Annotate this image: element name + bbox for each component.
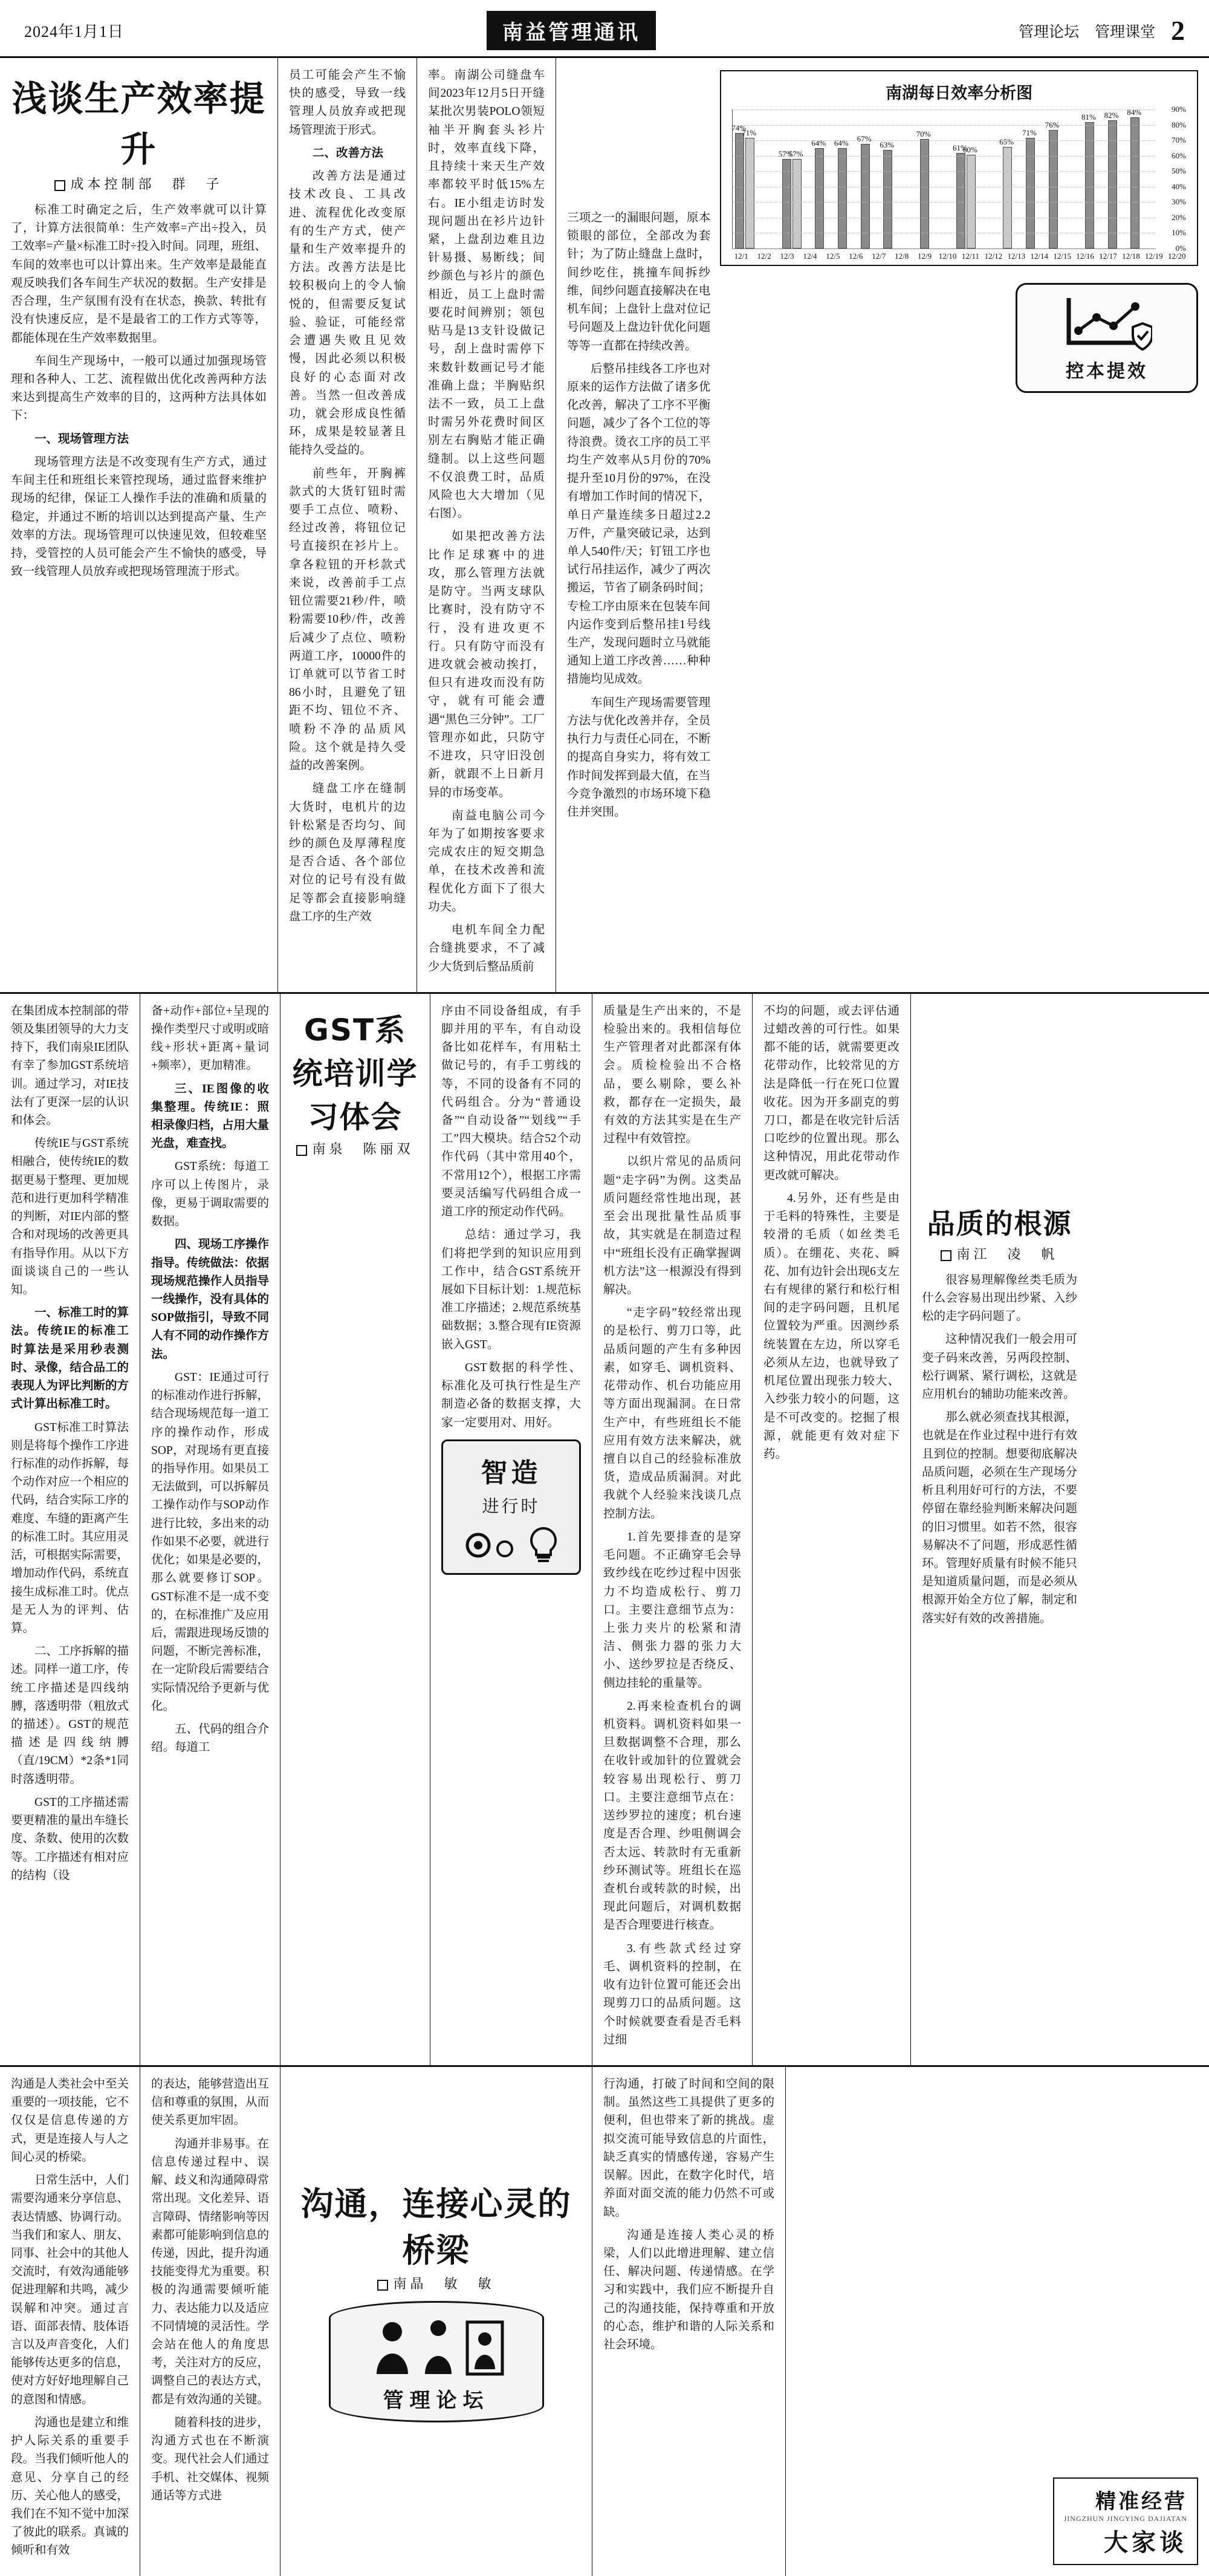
byline-marker-icon <box>377 2280 388 2291</box>
gear-bulb-icon <box>453 1521 574 1563</box>
paragraph: 很容易理解像丝类毛质为什么会容易出现出纱紧、入纱松的走字码问题了。 <box>922 1273 1077 1323</box>
chart-gridline <box>733 248 1156 249</box>
footer-stamp-col <box>786 2067 1209 2576</box>
stamp-label: 控本提效 <box>1066 361 1148 382</box>
article4-col1 <box>0 2067 140 2576</box>
chart-x-axis-labels <box>732 251 1186 261</box>
chart-x-tick: 12/1 <box>734 251 748 261</box>
paragraph: 三项之一的漏眼问题，原本锁眼的部位，全部改为套针；为了防止缝盘上盘时，间纱吃住，挑撞车间拆纱维，间纱问题直接解决在电机车间；上盘针上盘对位记号问题及上盘边针优化问题等等一直都在持续改善。 <box>567 212 711 352</box>
chart-bar <box>956 153 965 248</box>
paragraph: 日常生活中，人们需要沟通来分享信息、表达情感、协调行动。当我们和家人、朋友、同事、社会中的其他人交流时，有效沟通能够促进理解和共鸣，减少误解和冲突。通过言语、面部表情、肢体语言以及声音变化，人们能够传达更多的信息，使对方好好地理解自己的意图和情感。 <box>11 2174 129 2406</box>
chart-bar-group <box>731 123 757 248</box>
chart-value-label: 57% <box>778 149 793 159</box>
chart-value-label: 64% <box>811 138 826 148</box>
chart-x-tick: 12/17 <box>1099 251 1117 261</box>
efficiency-chart <box>720 70 1198 266</box>
article1-col3 <box>417 58 556 992</box>
article2-byline <box>291 1139 419 1158</box>
chart-bar-group <box>1127 108 1142 248</box>
byline-marker-icon <box>296 1145 307 1156</box>
paragraph: GST数据的科学性、标准化及可执行性是生产制造必备的数据支撑，大家一定要用对、用好。 <box>441 1361 581 1429</box>
chart-value-label: 81% <box>1081 112 1096 122</box>
paragraph: 1.首先要排查的是穿毛问题。不正确穿毛会导致纱线在吃纱过程中因张力不均造成松行、剪刀口。主要注意细节点为：上张力夹片的松紧和清洁、侧张力器的张力大小、送纱罗拉是否绕反、侧边挂轮的重量等。 <box>603 1530 741 1690</box>
chart-x-tick: 12/8 <box>895 251 909 261</box>
paragraph: 质量是生产出来的，不是检验出来的。我相信每位生产管理者对此都深有体会。质检检验出不合格品，要么剔除，要么补救，都存在一定损失，最有效的方法其实是在生产过程中有效管控。 <box>603 1004 741 1146</box>
paragraph: 以织片常见的品质问题“走字码”为例。这类品质问题经常性地出现，甚至会出现批量性品质事故，其实就是在制造过程中“班组长没有正确掌握调机方法”这一根源没有得到解决。 <box>603 1155 741 1296</box>
article4-headline-col <box>280 2067 592 2576</box>
article2-col3 <box>430 994 592 2065</box>
chart-value-label: 84% <box>1127 108 1142 117</box>
paragraph: 南益电脑公司今年为了如期按客要求完成农庄的短交期急单，在技术改善和流程优化方面下了很大功夫。 <box>428 809 545 913</box>
paragraph: 随着科技的进步，沟通方式也在不断演变。现代社会人们通过手机、社交媒体、视频通话等方式进 <box>151 2416 270 2502</box>
chart-title: 南湖每日效率分析图 <box>886 84 1033 102</box>
article2-title: GST系统培训学习体会 <box>292 1012 418 1135</box>
subheading: 四、现场工序操作指导。传统做法：依据现场规范操作人员指导一线操作，没有具体的SOP做指引，导致不同人有不同的动作操作方法。 <box>151 1238 270 1361</box>
article2-col1 <box>0 994 140 2065</box>
paragraph: 员工可能会产生不愉快的感受，导致一线管理人员放弃或把现场管理流于形式。 <box>289 69 406 137</box>
chart-y-tick: 30% <box>1172 197 1186 207</box>
article1-col2 <box>278 58 417 992</box>
chart-x-tick: 12/18 <box>1122 251 1140 261</box>
paragraph: 不均的问题，或去评估通过蜡改善的可行性。如果都不能的话，就需要更改花带动作，比较常见的方法是降低一行在死口位置收花。因为开多副克的剪刀口，都是在收完针后活口吃纱的位置出现。那么这种情况，用此花带动作更改就可解决。 <box>763 1004 899 1182</box>
article4-title: 沟通，连接心灵的桥梁 <box>300 2184 572 2269</box>
chart-value-label: 82% <box>1104 111 1119 120</box>
band-top <box>0 58 1209 994</box>
section-label-1: 管理论坛 <box>1018 24 1079 41</box>
band-middle <box>0 994 1209 2067</box>
chart-gridline <box>733 109 1156 110</box>
article1-byline-text: 成本控制部 群 子 <box>70 177 223 192</box>
article3-col1 <box>592 994 753 2065</box>
paragraph: 2.再来检查机台的调机资料。调机资料如果一旦数据调整不合理，那么在收针或加针的位置就会较容易出现松行、剪刀口。主要注意细节点在：送纱罗拉的速度；机台速度是否合理、纱咀侧调会否太远、转款时有无重新纱环测试等。班组长在巡查机台或转款的时候，出现此问题后，对调机数据是否合理要进行核查。 <box>603 1699 741 1932</box>
paragraph: GST：IE通过可行的标准动作进行拆解，结合现场规范每一道工序的操作动作，形成SOP，对现场有更直接的指导作用。如果员工无法做到，可以拆解员工操作动作与SOP动作进行比较，多出来的动作如果不必要，就进行优化；如果是必要的，那么就要修订SOP。GST标准不是一成不变的，在标准推广及应用后，需跟进现场反馈的问题，不断完善标准，在一定阶段后需要结合实际情况给予更新与优化。 <box>151 1371 270 1713</box>
chart-x-tick: 12/5 <box>826 251 840 261</box>
publication-date: 2024年1月1日 <box>24 23 125 41</box>
chart-value-label: 76% <box>1045 120 1060 129</box>
paragraph: GST系统：每道工序可以上传图片，录像，更易于调取需要的数据。 <box>151 1160 270 1228</box>
article4-byline <box>291 2274 581 2292</box>
chart-bar <box>1049 130 1058 248</box>
chart-value-label: 67% <box>857 134 872 143</box>
band-bottom <box>0 2067 1209 2576</box>
paragraph: 前些年，开胸裤款式的大货钉钮时需要手工点位、喷粉、经过改善，将钮位记号直接织在衫片上。拿各粒钮的开杉款式来说，改善前手工点钮位需要21秒/件，喷粉需要10秒/件，改善后减少了点位、喷粉两道工序，10000件的订单就可以节省工时86小时，且避免了钮距不均、钮位不齐、喷粉不净的品质风险。这个就是持久受益的改善案例。 <box>289 467 406 773</box>
chart-x-tick: 12/15 <box>1053 251 1071 261</box>
chart-value-label: 71% <box>742 128 757 137</box>
stamp-wrap <box>720 274 1198 397</box>
article2-byline-text: 南泉 陈丽双 <box>312 1141 414 1157</box>
article1-byline <box>11 174 267 193</box>
chart-x-tick: 12/10 <box>938 251 957 261</box>
article3-col3 <box>911 994 1088 2065</box>
paragraph: 五、代码的组合介绍。每道工 <box>151 1723 270 1754</box>
chart-x-tick: 12/9 <box>918 251 932 261</box>
chart-value-label: 71% <box>1022 128 1037 137</box>
paragraph: 二、工序拆解的描述。同样一道工序，传统工序描述是四线纳膊，落透明带（粗放式的描述）。GST的规范描述是四线纳膊（直/19CM）*2条*1同时落透明带。 <box>11 1645 129 1786</box>
chart-bar <box>745 138 754 248</box>
paragraph: 备+动作+部位+呈现的操作类型尺寸或明或暗线+形状+距离+量词+频率），更加精准。 <box>151 1004 270 1072</box>
chart-x-tick: 12/7 <box>872 251 886 261</box>
guanli-luntan-stamp <box>329 2301 544 2422</box>
paragraph: 标准工时确定之后，生产效率就可以计算了，计算方法很简单：生产效率=产出÷投入，员工效率=产量×标准工时÷投入时间。同理，班组、车间的效率也可以计算出来。生产效率是最能直观反映我们各车间生产状况的数据。生产安排是否合理，生产氛围有没有在状态，换款、转批有没有快速反应，是不是最省工的工作方式等等，都能体现在生产效率数据里。 <box>11 204 267 345</box>
chart-y-tick: 70% <box>1172 135 1186 145</box>
article4-col3 <box>592 2067 786 2576</box>
paragraph: 如果把改善方法比作足球赛中的进攻，那么管理方法就是防守。当两支球队比赛时，没有防守不行，没有进攻更不行。只有防守而没有进攻就会被动挨打，但只有进攻而没有防守，就有可能会遭遇“黑色三分钟”。工厂管理亦如此，只防守不进攻，只守旧没创新，就跟不上日新月异的市场变革。 <box>428 530 545 799</box>
chart-plot-area <box>731 105 1186 253</box>
paragraph: 序由不同设备组成，有手脚并用的平车，有自动设备比如花样车，有用粘土做记号的，有手工剪线的等，不同的设备有不同的代码组合。分为“普通设备”“自动设备”“划线”“手工”四大模块。结合52个动作代码（其中常用40个，不常用12个），根据工序需要灵活编写代码组合成一道工序的预定动作代码。 <box>441 1004 581 1219</box>
chart-line-icon <box>1062 293 1152 351</box>
chart-gridline <box>733 171 1156 172</box>
paragraph: 沟通并非易事。在信息传递过程中、误解、歧义和沟通障碍常常出现。文化差异、语言障碍、情绪影响等因素都可能影响到信息的传递，因此，提升沟通技能变得尤为重要。积极的沟通需要倾听能力、表达能力以及适应不同情境的灵活性。学会站在他人的角度思考，关注对方的反应，调整自己的表达方式，都是有效沟通的关键。 <box>151 2137 270 2406</box>
stamp-label: 管理论坛 <box>383 2388 490 2413</box>
paragraph: 传统IE与GST系统相融合，使传统IE的数据更易于整理、更加规范和进行更加科学精准的判断，对IE内部的整合和对现场的改善更具有指导作用。从以下方面谈谈自己的一些认知。 <box>11 1137 129 1296</box>
footer-stamp-line2: JINGZHUN JINGYING DAJIATAN <box>1063 2514 1187 2523</box>
article4-col2 <box>140 2067 280 2576</box>
chart-value-label: 65% <box>999 137 1014 146</box>
chart-x-tick: 12/3 <box>780 251 794 261</box>
paragraph: 沟通是人类社会中至关重要的一项技能，它不仅仅是信息传递的方式，更是连接人与人之间心灵的桥梁。 <box>11 2077 129 2164</box>
chart-y-tick: 90% <box>1172 105 1186 114</box>
chart-x-tick: 12/14 <box>1030 251 1049 261</box>
subheading: 三、IE图像的收集整理。传统IE：照相录像归档，占用大量光盘，难查找。 <box>151 1082 270 1150</box>
paragraph: 总结：通过学习，我们将把学到的知识应用到工作中，结合GST系统开展如下目标计划：1.规范标准工序描述；2.规范系统基础数据；3.整合现有IE资源嵌入GST。 <box>441 1228 581 1351</box>
stamp-big-label: 智造 <box>481 1457 542 1488</box>
chart-bar-group <box>1022 128 1037 248</box>
paragraph: GST标准工时算法则是将每个操作工序进行标准的动作拆解，每个动作对应一个相应的代码，结合实际工序的难度、车缝的距离产生的标准工时。其应用灵活，可根据实际需要，增加动作代码，系统直接生成标准工时。优点是无人为的评判、估算。 <box>11 1421 129 1635</box>
article3-title: 品质的根源 <box>927 1207 1072 1240</box>
paragraph: 后整吊挂线各工序也对原来的运作方法做了诸多优化改善，解决了工序不平衡问题，减少了各个工位的等待浪费。烫衣工序的员工平均生产效率从5月份的70%提升至10月份的97%，在没有增加工作时间的情况下，单日产量连续多日超过2.2万件，产量突破记录，达到单人540件/天；钉钮工序也试行吊挂运作，减少了两次搬运，节省了刷条码时间；专检工序由原来在包装车间内运作变到后整吊挂1号线生产，发现问题时立马就能通知上道工序改善……种种措施均见成效。 <box>567 362 711 686</box>
paragraph: 的表达，能够营造出互信和尊重的氛围，从而使关系更加牢固。 <box>151 2077 270 2127</box>
chart-value-label: 70% <box>916 129 931 139</box>
paragraph: 沟通也是建立和维护人际关系的重要手段。当我们倾听他人的意见、分享自己的经历、关心他人的感受，我们在不知不觉中加深了彼此的联系。真诚的倾听和有效 <box>11 2416 129 2557</box>
chart-gridline <box>733 202 1156 203</box>
page-number: 2 <box>1170 15 1185 46</box>
chart-bar-group <box>952 143 977 248</box>
chart-y-tick: 40% <box>1172 181 1186 191</box>
chart-bar <box>792 159 802 248</box>
article3-byline <box>922 1244 1077 1263</box>
subheading: 一、现场管理方法 <box>34 432 129 446</box>
paragraph: 沟通是连接人类心灵的桥梁，人们以此增进理解、建立信任、解决问题、传递情感。在学习和实践中，我们应不断提升自己的沟通技能，保持尊重和开放的心态，维护和谐的人际关系和社会环境。 <box>603 2228 774 2352</box>
masthead <box>0 0 1209 58</box>
paragraph: 在集团成本控制部的带领及集团领导的大力支持下，我们南泉IE团队有幸了参加GST系统培训。通过学习，对IE技法有了更深一层的认识和体会。 <box>11 1004 129 1127</box>
section-label-2: 管理课堂 <box>1094 24 1155 41</box>
chart-x-tick: 12/13 <box>1007 251 1026 261</box>
chart-x-tick: 12/16 <box>1076 251 1094 261</box>
footer-stamp-line1: 精准经营 <box>1095 2490 1187 2513</box>
article2-col2 <box>140 994 280 2065</box>
article1-col1 <box>0 58 278 992</box>
chart-bar-group <box>1081 112 1096 248</box>
chart-bar <box>1085 122 1094 248</box>
chart-x-tick: 12/19 <box>1145 251 1163 261</box>
subheading: 二、改善方法 <box>313 146 384 160</box>
chart-bar <box>967 155 976 248</box>
article4-byline-text: 南晶 敏 敏 <box>393 2276 495 2291</box>
article2-headline-col <box>280 994 430 2065</box>
kongben-tixiao-stamp <box>1016 283 1198 393</box>
paragraph: 率。南湖公司缝盘车间2023年12月5日开缝某批次男装POLO领短袖半开胸套头衫片时，效率直线下降，且持续十来天生产效率都较平时低15%左右。IE小组走访时发现问题出在衫片边针紧，上盘刮边难且边针易摄、易断线；间纱颜色与衫片的颜色相近，员工上盘时需要花时间辨别；领包贴马是13支针设做记号，刮上盘时需停下来数针数画记号才能准确上盘；半胸贴织法不一致，员工上盘时需另外花费时间区别左右胸贴才能正确缝制。以上这些问题不仅浪费工时，品质风险也大大增加（见右图）。 <box>428 69 545 521</box>
stamp-small-label: 进行时 <box>482 1497 540 1516</box>
chart-y-tick: 0% <box>1175 244 1186 253</box>
paragraph: 那么就必须查找其根源，也就是在作业过程中进行有效且到位的控制。想要彻底解决品质问题，必须在生产现场分析且利用好可行的方法，不要停留在靠经验判断来解决问题的旧习惯里。如若不然，很容易解决不了问题，形成恶性循环。管理好质量有时候不能只是知道质量问题，而是必须从根源开始全方位了解，制定和落实好有效的改善措施。 <box>922 1411 1077 1625</box>
paragraph: 电机车间全力配合缝挑要求，不了减少大货到后整品质前 <box>428 924 545 973</box>
chart-y-tick: 10% <box>1172 228 1186 238</box>
chart-x-tick: 12/6 <box>849 251 863 261</box>
article1-title: 浅谈生产效率提升 <box>11 78 266 170</box>
chart-y-tick: 20% <box>1172 212 1186 222</box>
people-discussion-icon <box>361 2314 512 2380</box>
chart-y-tick: 80% <box>1172 120 1186 129</box>
chart-gridline <box>733 125 1156 126</box>
paragraph: “走字码”较经常出现的是松行、剪刀口等，此品质问题的产生有多种因素，如穿毛、调机资料、花带动作、机台功能应用等方面出现漏洞。在日常生产中，有些班组长不能应用有效方法来解决，就擅自以自己的经验标准放货，造成品质漏洞。对此我就个人经验来浅谈几点控制方法。 <box>603 1306 741 1520</box>
paragraph: 现场管理方法是不改变现有生产方式，通过车间主任和班组长来管控现场，通过监督来维护现场的纪律，保证工人操作手法的准确和质量的稳定，并通过不断的培训以达到提高产量、生产效率的方法。现场管理可以快速见效，但较难坚持，受管控的人员可能会产生不愉快的感受，导致一线管理人员放弃或把现场管理流于形式。 <box>11 455 267 579</box>
paragraph: 4.另外，还有些是由于毛料的特殊性，主要是较滑的毛质（如丝类毛质）。在绷花、夹花、瞬花、加有边针会出现6支左右有规律的紧行和松行相间的走字码问题，且机尾位置较为严重。因测纱系统装置在左边，所以穿毛必须从左边，也就导致了机尾位置出现张力较大、入纱张力较小的问题，这是不可改变的。挖掘了根源，就能更有效对症下药。 <box>763 1192 899 1461</box>
chart-bar-group <box>778 149 803 248</box>
paragraph: GST的工序描述需要更精准的量出车缝长度、条数、使用的次数等。工序描述有相对应的结构（设 <box>11 1796 129 1882</box>
chart-x-tick: 12/2 <box>757 251 771 261</box>
chart-gridline <box>733 156 1156 157</box>
chart-bar <box>782 159 791 248</box>
article3-col2 <box>753 994 911 2065</box>
byline-marker-icon <box>941 1250 951 1261</box>
chart-bar-group <box>880 140 895 248</box>
chart-x-tick: 12/12 <box>984 251 1003 261</box>
chart-x-tick: 12/20 <box>1167 251 1186 261</box>
chart-bar <box>883 150 892 248</box>
paragraph: 改善方法是通过技术改良、工具改进、流程优化改变原有的生产方式，使产量和生产效率提升的方法。改善方法是比较积极向上的令人愉悦的，但需要反复试验、验证，可能经常会遭遇失败且见效慢，因此必须以积极良好的心态面对改善。当然一但改善成功，就会形成良性循环，成果是较显著且能持久受益的。 <box>289 170 406 457</box>
subheading: 一、标准工时的算法。传统IE的标准工时算法是采用秒表测时、录像，结合品工的表现人为评比判断的方式计算出标准工时。 <box>11 1306 129 1411</box>
chart-region <box>720 67 1198 981</box>
chart-bar <box>1026 138 1035 248</box>
chart-bar <box>1130 117 1139 248</box>
zhizao-stamp <box>441 1439 581 1575</box>
paragraph: 3.有些款式经过穿毛、调机资料的控制，在收有边针位置可能还会出现剪刀口的品质问题。这个时候就要查看是否毛料过细 <box>603 1942 741 2046</box>
paragraph: 车间生产现场中，一般可以通过加强现场管理和各种人、工艺、流程做出优化改善两种方法来达到提高生产效率的目的，这两种方法具体如下： <box>11 354 267 423</box>
chart-value-label: 60% <box>962 144 977 154</box>
chart-value-label: 61% <box>952 143 967 153</box>
newspaper-logo: 南益管理通讯 <box>487 11 656 50</box>
chart-value-label: 74% <box>731 123 747 132</box>
paragraph: 缝盘工序在缝制大货时，电机片的边针松紧是否均匀、间纱的颜色及厚薄程度是否合适、各个部位对位的记号有没有做足等都会直接影响缝盘工序的生产效 <box>289 782 406 923</box>
chart-gridline <box>733 140 1156 141</box>
chart-x-tick: 12/11 <box>961 251 980 261</box>
paragraph: 行沟通，打破了时间和空间的限制。虽然这些工具提供了更多的便利，但也带来了新的挑战。虚拟交流可能导致信息的片面性，缺乏真实的情感传递，容易产生误解。因此，在数字化时代，培养面对面交流的能力仍然不可或缺。 <box>603 2077 774 2219</box>
article1-chart-and-col4 <box>556 58 1209 992</box>
chart-y-tick: 60% <box>1172 151 1186 160</box>
chart-value-label: 57% <box>788 149 803 159</box>
article3-byline-text: 南江 凌 帆 <box>956 1246 1058 1262</box>
footer-stamp-line3: 大家谈 <box>1104 2528 1187 2556</box>
article1-col4 <box>567 67 710 981</box>
jingzhun-jingying-stamp <box>1053 2477 1198 2565</box>
chart-value-label: 64% <box>834 138 849 148</box>
paragraph: 这种情况我们一般会用可变子码来改善，另两段控制、松行调紧、紧行调松，这就是应用机台的辅助功能来改善。 <box>922 1333 1077 1401</box>
masthead-right <box>1019 15 1185 47</box>
chart-bar-group <box>1045 120 1060 248</box>
paragraph: 车间生产现场需要管理方法与优化改善并存，全员执行力与责任心同在，不断的提高自身实力，将有效工作时间发挥到最大值，在当今竞争激烈的市场环境下稳住并突围。 <box>567 696 711 819</box>
byline-marker-icon <box>54 180 65 191</box>
chart-y-tick: 50% <box>1172 166 1186 176</box>
chart-x-tick: 12/4 <box>803 251 817 261</box>
chart-bar <box>735 133 744 248</box>
chart-value-label: 63% <box>880 140 895 149</box>
